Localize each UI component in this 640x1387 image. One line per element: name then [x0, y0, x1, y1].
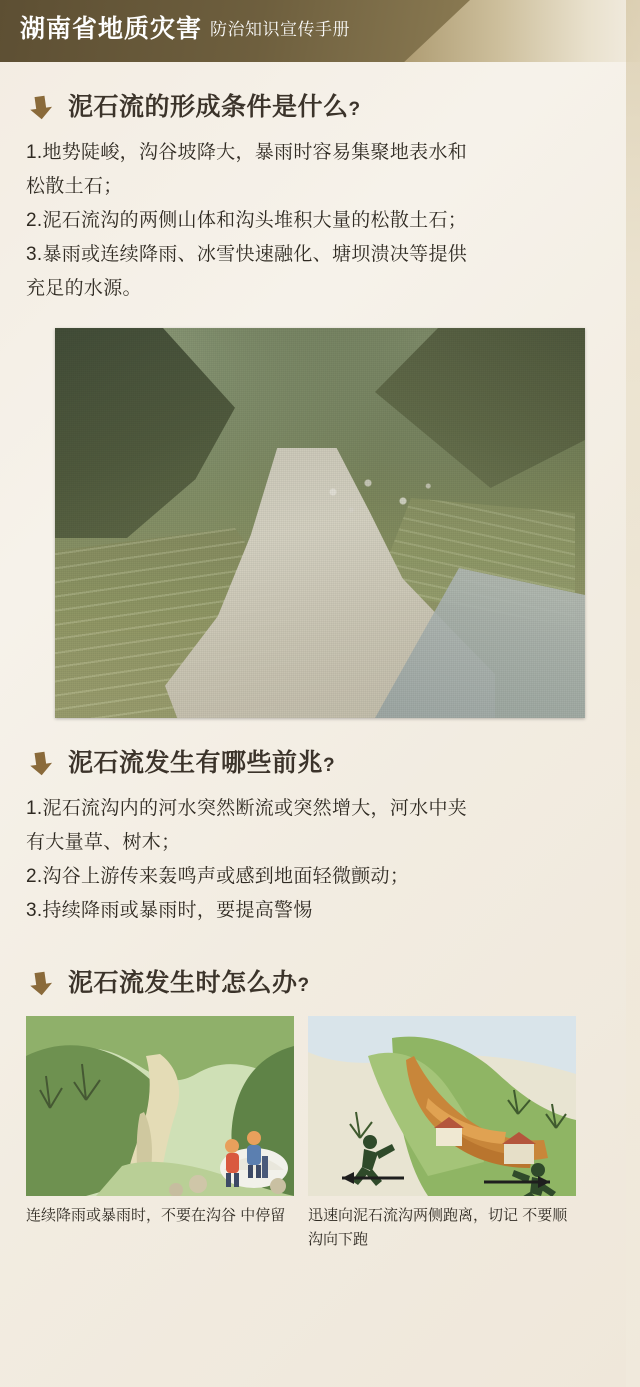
photo-grain-overlay: [55, 328, 585, 718]
illustration-col-right: [308, 1016, 576, 1252]
section-title-response-qmark: ?: [297, 974, 310, 996]
section-title-formation-text: 泥石流的形成条件是什么: [68, 92, 349, 121]
paragraph-line: 3.暴雨或连续降雨、冰雪快速融化、塘坝溃决等提供: [26, 244, 468, 265]
paragraph-line: 2.泥石流沟的两侧山体和沟头堆积大量的松散土石；: [26, 210, 468, 231]
paragraph-line: 2.沟谷上游传来轰鸣声或感到地面轻微颤动；: [26, 866, 410, 887]
caption-line: 迅速向泥石流沟两侧跑离，切记: [308, 1207, 519, 1224]
caption-line: 不要顺沟向下跑: [308, 1207, 568, 1248]
section-title-signs-text: 泥石流发生有哪些前兆: [68, 748, 324, 777]
down-arrow-icon: [26, 748, 56, 778]
page-header: [0, 0, 640, 62]
section-heading-response: [26, 968, 614, 998]
section-title-response-text: 泥石流发生时怎么办: [68, 968, 298, 997]
section-title-formation-qmark: ?: [348, 98, 361, 120]
section-heading-signs: [26, 748, 614, 778]
paragraph-line: 有大量草、树木；: [26, 832, 181, 853]
section-title-signs: [68, 748, 336, 777]
paragraph-signs: [26, 792, 614, 928]
page-content: [0, 92, 640, 1276]
paragraph-line: 1.泥石流沟内的河水突然断流或突然增大，河水中夹: [26, 798, 468, 819]
down-arrow-icon: [26, 92, 56, 122]
paragraph-line: 充足的水源。: [26, 278, 142, 299]
caption-line: 中停留: [240, 1207, 286, 1224]
paragraph-formation: [26, 136, 614, 306]
illustration-row: [26, 1016, 614, 1252]
caption-line: 连续降雨或暴雨时，不要在沟谷: [26, 1207, 237, 1224]
paragraph-line: 1.地势陡峻，沟谷坡降大，暴雨时容易集聚地表水和: [26, 142, 468, 163]
section-heading-formation: [26, 92, 614, 122]
escape-sideways-illustration: [308, 1016, 576, 1196]
footer-spacer: [26, 1252, 614, 1276]
illustration-caption-right: [308, 1204, 576, 1252]
section-title-response: [68, 968, 310, 997]
section-title-formation: [68, 92, 361, 121]
section-title-signs-qmark: ?: [323, 754, 336, 776]
down-arrow-icon: [26, 968, 56, 998]
header-title: [20, 17, 350, 42]
valley-camping-illustration: [26, 1016, 294, 1196]
paragraph-line: 松散土石；: [26, 176, 123, 197]
paragraph-line: 3.持续降雨或暴雨时，要提高警惕: [26, 900, 313, 921]
header-title-main: 湖南省地质灾害: [20, 15, 203, 43]
debris-flow-photo: [55, 328, 585, 718]
illustration-caption-left: [26, 1204, 294, 1228]
header-title-sub: 防治知识宣传手册: [210, 20, 351, 39]
illustration-col-left: [26, 1016, 294, 1252]
